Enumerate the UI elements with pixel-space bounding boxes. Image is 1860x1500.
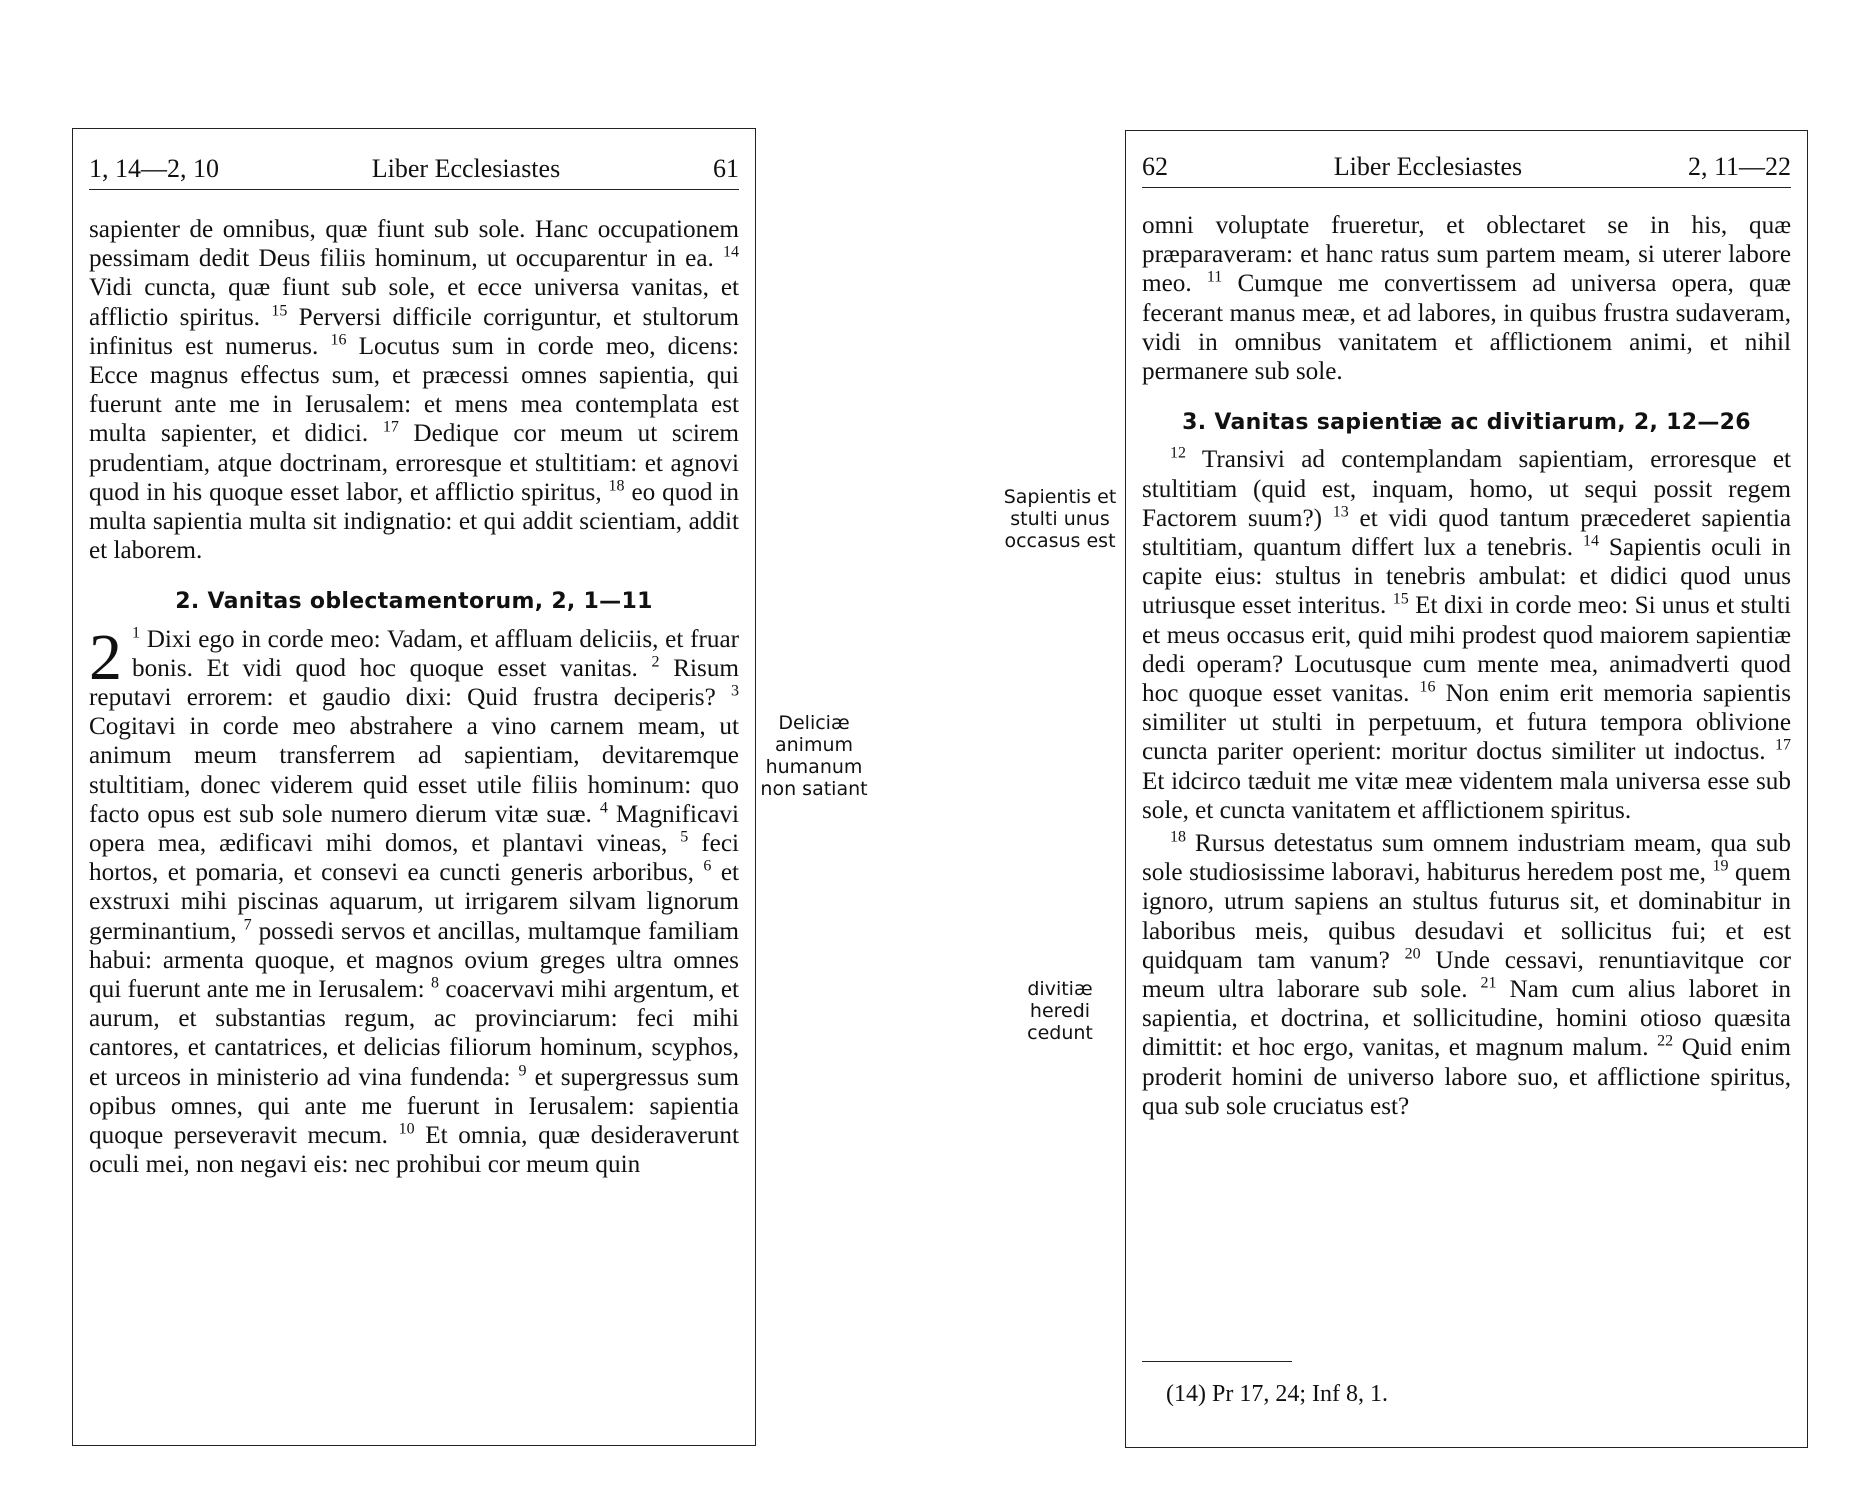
verse-number: 16 [1419,678,1436,696]
right-page [1125,130,1808,1448]
verse-number: 1 [132,624,140,642]
verse-number: 19 [1712,857,1729,875]
verse-number: 5 [680,828,689,846]
verse-number: 15 [271,302,288,320]
verse-number: 7 [243,916,252,934]
left-page-body [89,215,739,1180]
verse-number: 17 [1775,737,1791,755]
page-number: 62 [1142,152,1168,181]
verse-number: 16 [330,331,347,349]
verse-number: 15 [1392,591,1409,609]
verse-number: 17 [382,419,399,437]
book-title: Liber Ecclesiastes [371,154,561,183]
verse-number: 12 [1170,445,1186,463]
verse-number: 21 [1480,974,1497,992]
left-page [72,128,756,1446]
chapter-verse-range: 2, 11—22 [1687,152,1791,181]
verse-number: 13 [1332,503,1349,521]
paragraph: sapienter de omnibus, quæ fiunt sub sole. Hanc occupationem pessimam dedit Deus filiis hominum, ut occuparentur in ea. $^{14}$ Vidi cuncta, quæ fiunt sub sole, et ecce universa vanitas, et afflictio spiritus. $^{15}$ Perversi difficile corriguntur, et stultorum infinitus est numerus. $^{16}$ Locutus sum in corde meo, dicens: Ecce magnus effectus sum, et præcessi omnes sapientia, qui fuerunt ante me in Ierusalem: et mens mea contemplata est multa sapienter, et didici. $^{17}$ Dedique cor meum ut scirem prudentiam, atque doctrinam, erroresque et stultitiam: et agnovi quod in his quoque esset labor, et afflictio spiritus, $^{18}$ eo quod in multa sapientia multa sit indignatio: et qui addit scientiam, addit et laborem. [89,216,740,565]
chapter-number: 2 [89,620,122,694]
section-heading: 3. Vanitas sapientiæ ac divitiarum, 2, 12—26 [1182,410,1751,436]
verse-number: 22 [1657,1033,1674,1051]
verse-number: 20 [1404,945,1421,963]
verse-number: 6 [703,857,712,875]
footnote: (14) Pr 17, 24; Inf 8, 1. [1166,1381,1388,1407]
paragraph: omni voluptate frueretur, et oblectaret se in his, quæ præparaveram: et hanc ratus sum partem meam, si uterer labore meo. $^{11}$ Cumque me convertissem ad universa opera, quæ fecerant manus meæ, et ad labores, in quibus frustra sudaveram, vidi in omnibus vanitatem et afflictionem animi, et nihil permanere sub sole. [1142,212,1791,386]
paragraph: $^{12}$ Transivi ad contemplandam sapientiam, erroresque et stultitiam (quid est, inquam, homo, ut sequi possit regem Factorem suum?) $^{13}$ et vidi quod tantum præcederet sapientia stultitiam, quantum differt lux a tenebris. $^{14}$ Sapientis oculi in capite eius: stultus in tenebris ambulat: et didici quod unus utriusque esset interitus. $^{15}$ Et dixi in corde meo: Si unus et stulti et meus occasus erit, quid mihi prodest quod maiorem sapientiæ dedi operam? Locutusque cum mente mea, animadverti quod hoc quoque esset vanitas. $^{16}$ Non enim erit memoria sapientis similiter ut stulti in perpetuum, et futura tempora oblivione cuncta pariter operient: moritur doctus similiter ut indoctus. $^{17}$ Et idcirco tæduit me vitæ meæ videntem mala universa esse sub sole, et cuncta vanitatem et afflictionem spiritus. [1142,445,1792,824]
paragraph: 2 $^1$ Dixi ego in corde meo: Vadam, et affluam deliciis, et fruar bonis. Et vidi quod hoc quoque esset vanitas. $^2$ Risum reputavi errorem: et gaudio dixi: Quid frustra deciperis? $^3$ Cogitavi in corde meo abstrahere a vino carnem meam, ut animum meum transferrem ad sapientiam, devitaremque stultitiam, donec viderem quid esset utile filiis hominum: quo facto opus est sub sole numero dierum vitæ suæ. $^4$ Magnificavi opera mea, ædificavi mihi domos, et plantavi vineas, $^5$ feci hortos, et pomaria, et consevi ea cuncti generis arboribus, $^6$ et exstruxi mihi piscinas aquarum, ut irrigarem silvam lignorum germinantium, $^7$ possedi servos et ancillas, multamque familiam habui: armenta quoque, et magnos ovium greges ultra omnes qui fuerunt ante me in Ierusalem: $^8$ coacervavi mihi argentum, et aurum, et substantias regum, ac provinciarum: feci mihi cantores, et cantatrices, et delicias filiorum hominum, scyphos, et urceos in ministerio ad vina fundenda: $^9$ et supergressus sum opibus omnes, qui ante me fuerunt in Ierusalem: sapientia quoque perseveravit mecum. $^{10}$ Et omnia, quæ desideraverunt oculi mei, non negavi eis: nec prohibui cor meum quin [89,620,740,1179]
verse-number: 4 [599,799,608,817]
verse-number: 14 [723,243,739,261]
verse-number: 8 [430,974,439,992]
margin-note: Deliciæ animum humanum non satiant [760,712,868,800]
margin-note: divitiæ heredi cedunt [1027,978,1093,1044]
verse-number: 18 [1170,828,1186,846]
verse-number: 10 [398,1120,415,1138]
margin-note: Sapientis et stulti unus occasus est [1003,486,1117,552]
paragraph: $^{18}$ Rursus detestatus sum omnem industriam meam, qua sub sole studiosissime laboravi, habiturus heredem post me, $^{19}$ quem ignoro, utrum sapiens an stultus futurus sit, et dominabitur in laboribus meis, quibus desudavi et sollicitus fui; et est quidquam tam vanum? $^{20}$ Unde cessavi, renuntiavitque cor meum ultra laborare sub sole. $^{21}$ Nam cum alius laboret in sapientia, et doctrina, et sollicitudine, homini otioso quæsita dimittit: et hoc ergo, vanitas, et magnum malum. $^{22}$ Quid enim proderit homini de universo labore suo, et afflictione spiritus, qua sub sole cruciatus est? [1142,828,1792,1120]
verse-number: 18 [608,477,625,495]
verse-number: 14 [1582,532,1599,550]
book-title: Liber Ecclesiastes [1333,152,1523,181]
verse-number: 2 [651,653,660,671]
right-page-header [1142,147,1791,188]
right-page-body [1142,211,1791,1121]
footnote-rule [1142,1361,1292,1362]
chapter-verse-range: 1, 14—2, 10 [89,154,219,183]
left-page-header [89,149,739,190]
verse-number: 11 [1206,269,1223,287]
verse-number: 3 [731,682,739,700]
page-number: 61 [712,154,739,183]
section-heading: 2. Vanitas oblectamentorum, 2, 1—11 [175,589,653,615]
verse-number: 9 [518,1062,527,1080]
